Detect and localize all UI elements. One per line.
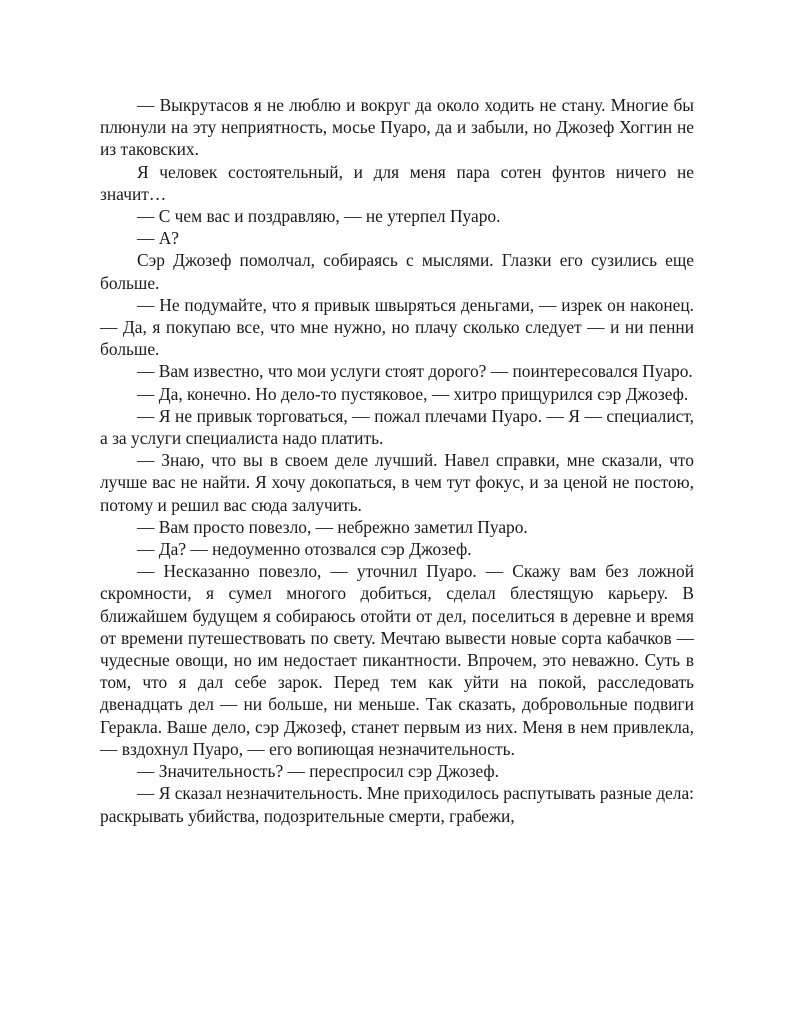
paragraph: — Несказанно повезло, — уточнил Пуаро. — Скажу вам без ложной скромности, я сумел многого добиться, сделал блестящую карьеру. В ближайшем будущем я собираюсь отойти от дел, поселиться в деревне и время от времени путешествовать по свету. Мечтаю вывести новые сорта кабачков — чудесные овощи, но им недостает пикантности. Впрочем, это неважно. Суть в том, что я дал себе зарок. Перед тем как уйти на покой, расследовать двенадцать дел — ни больше, ни меньше. Так сказать, добровольные подвиги Геракла. Ваше дело, сэр Джозеф, станет первым из них. Меня в нем привлекла, — вздохнул Пуаро, — его вопиющая незначительность. [100,561,694,759]
paragraph: Сэр Джозеф помолчал, собираясь с мыслями. Глазки его сузились еще больше. [100,250,694,293]
paragraph: — Да? — недоуменно отозвался сэр Джозеф. [137,539,472,560]
paragraph: — Не подумайте, что я привык швыряться деньгами, — изрек он наконец. — Да, я покупаю все, что мне нужно, но плачу сколько следует — и ни пенни больше. [100,294,694,360]
paragraph: — Да, конечно. Но дело-то пустяковое, — хитро прищурился сэр Джозеф. [137,383,689,404]
paragraph: — Я сказал незначительность. Мне приходилось распутывать разные дела: раскрывать убийства, подозрительные смерти, грабежи, [100,783,694,826]
paragraph: — С чем вас и поздравляю, — не утерпел Пуаро. [137,206,501,227]
paragraph: — Вам просто повезло, — небрежно заметил Пуаро. [137,516,528,537]
paragraph: — Я не привык торговаться, — пожал плечами Пуаро. — Я — специалист, а за услуги специалиста надо платить. [100,405,694,449]
paragraph: — Вам известно, что мои услуги стоят дорого? — поинтересовался Пуаро. [137,361,693,382]
paragraph: — Знаю, что вы в своем деле лучший. Навел справки, мне сказали, что лучше вас не найти. Я хочу докопаться, в чем тут фокус, и за ценой не постою, потому и решил вас сюда залучить. [100,450,694,515]
paragraph: — Выкрутасов я не люблю и вокруг да около ходить не стану. Многие бы плюнули на эту неприятность, мосье Пуаро, да и забыли, но Джозеф Хоггин не из таковских. [100,95,694,160]
paragraph: — А? [137,228,180,249]
document-page [100,94,694,827]
paragraph: — Значительность? — переспросил сэр Джозеф. [137,761,500,782]
paragraph: Я человек состоятельный, и для меня пара сотен фунтов ничего не значит… [100,161,694,204]
